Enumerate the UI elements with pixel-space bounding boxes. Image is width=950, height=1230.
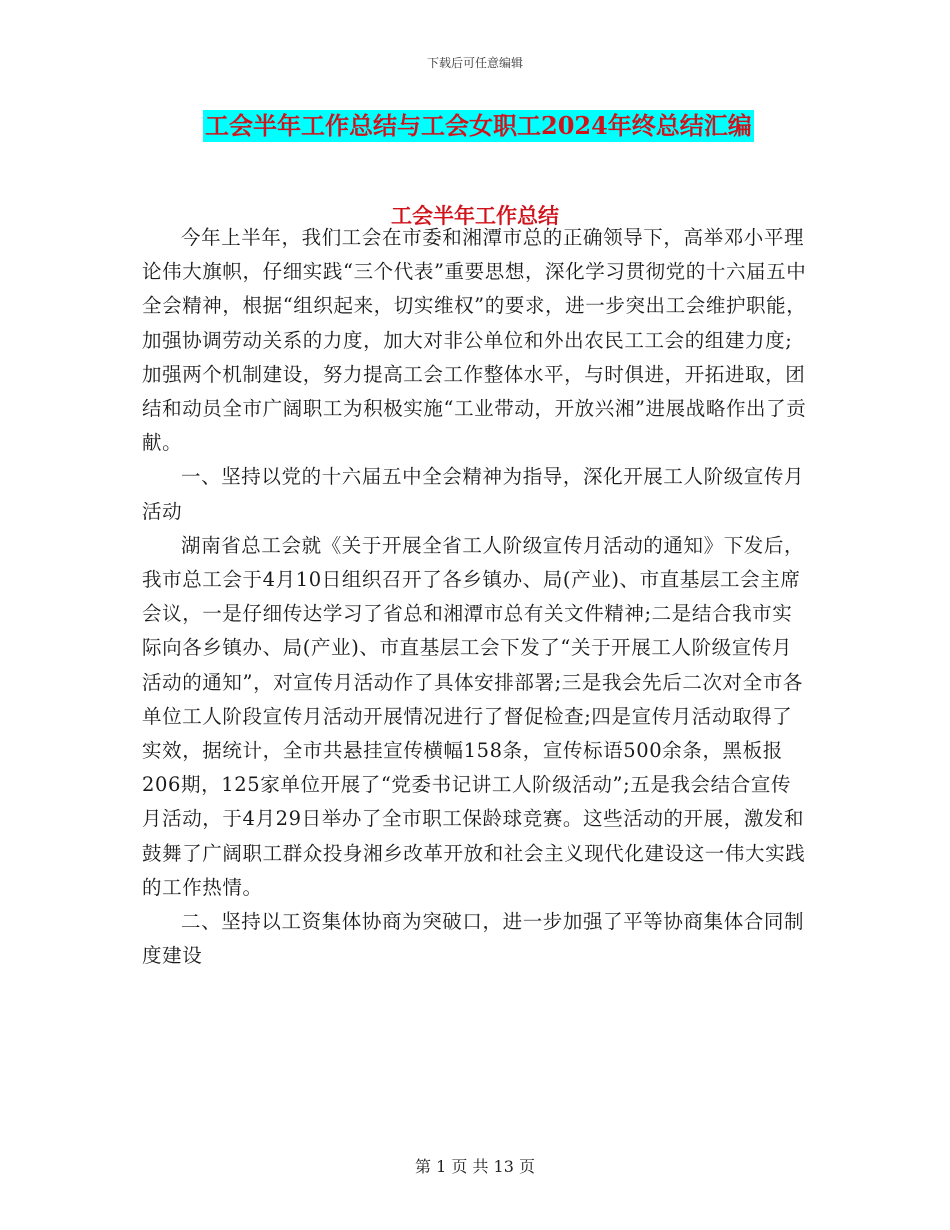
paragraph-heading-1: 一、坚持以党的十六届五中全会精神为指导，深化开展工人阶级宣传月活动 — [142, 465, 805, 523]
section-title: 工会半年工作总结 — [391, 203, 559, 228]
paragraph-intro: 今年上半年，我们工会在市委和湘潭市总的正确领导下，高举邓小平理论伟大旗帜，仔细实践“三个代表”重要思想，深化学习贯彻党的十六届五中全会精神，根据“组织起来，切实维权”的要求，进一步突出工会维护职能，加强协调劳动关系的力度，加大对非公单位和外出农民工工会的组建力度;加强两个机制建设，努力提高工会工作整体水平，与时俱进，开拓进取，团结和动员全市广阔职工为积极实施“工业带动，开放兴湘”进展战略作出了贡献。 — [142, 226, 807, 455]
paragraph-heading-2: 二、坚持以工资集体协商为突破口，进一步加强了平等协商集体合同制度建设 — [142, 910, 805, 968]
page-footer: 第 1 页 共 13 页 — [415, 1157, 535, 1176]
document-body — [142, 221, 810, 973]
header-note: 下载后可任意编辑 — [426, 56, 523, 70]
paragraph-propaganda-month: 湖南省总工会就《关于开展全省工人阶级宣传月活动的通知》下发后，我市总工会于4月10日组织召开了各乡镇办、局(产业)、市直基层工会主席会议，一是仔细传达学习了省总和湘潭市总有关文件精神;二是结合我市实际向各乡镇办、局(产业)、市直基层工会下发了“关于开展工人阶级宣传月活动的通知”，对宣传月活动作了具体安排部署;三是我会先后二次对全市各单位工人阶段宣传月活动开展情况进行了督促检查;四是宣传月活动取得了实效，据统计，全市共悬挂宣传横幅158条，宣传标语500余条，黑板报206期，125家单位开展了“党委书记讲工人阶级活动”;五是我会结合宣传月活动，于4月29日举办了全市职工保龄球竞赛。这些活动的开展，激发和鼓舞了广阔职工群众投身湘乡改革开放和社会主义现代化建设这一伟大实践的工作热情。 — [142, 533, 806, 899]
document-main-title: 工会半年工作总结与工会女职工2024年终总结汇编 — [205, 111, 752, 140]
